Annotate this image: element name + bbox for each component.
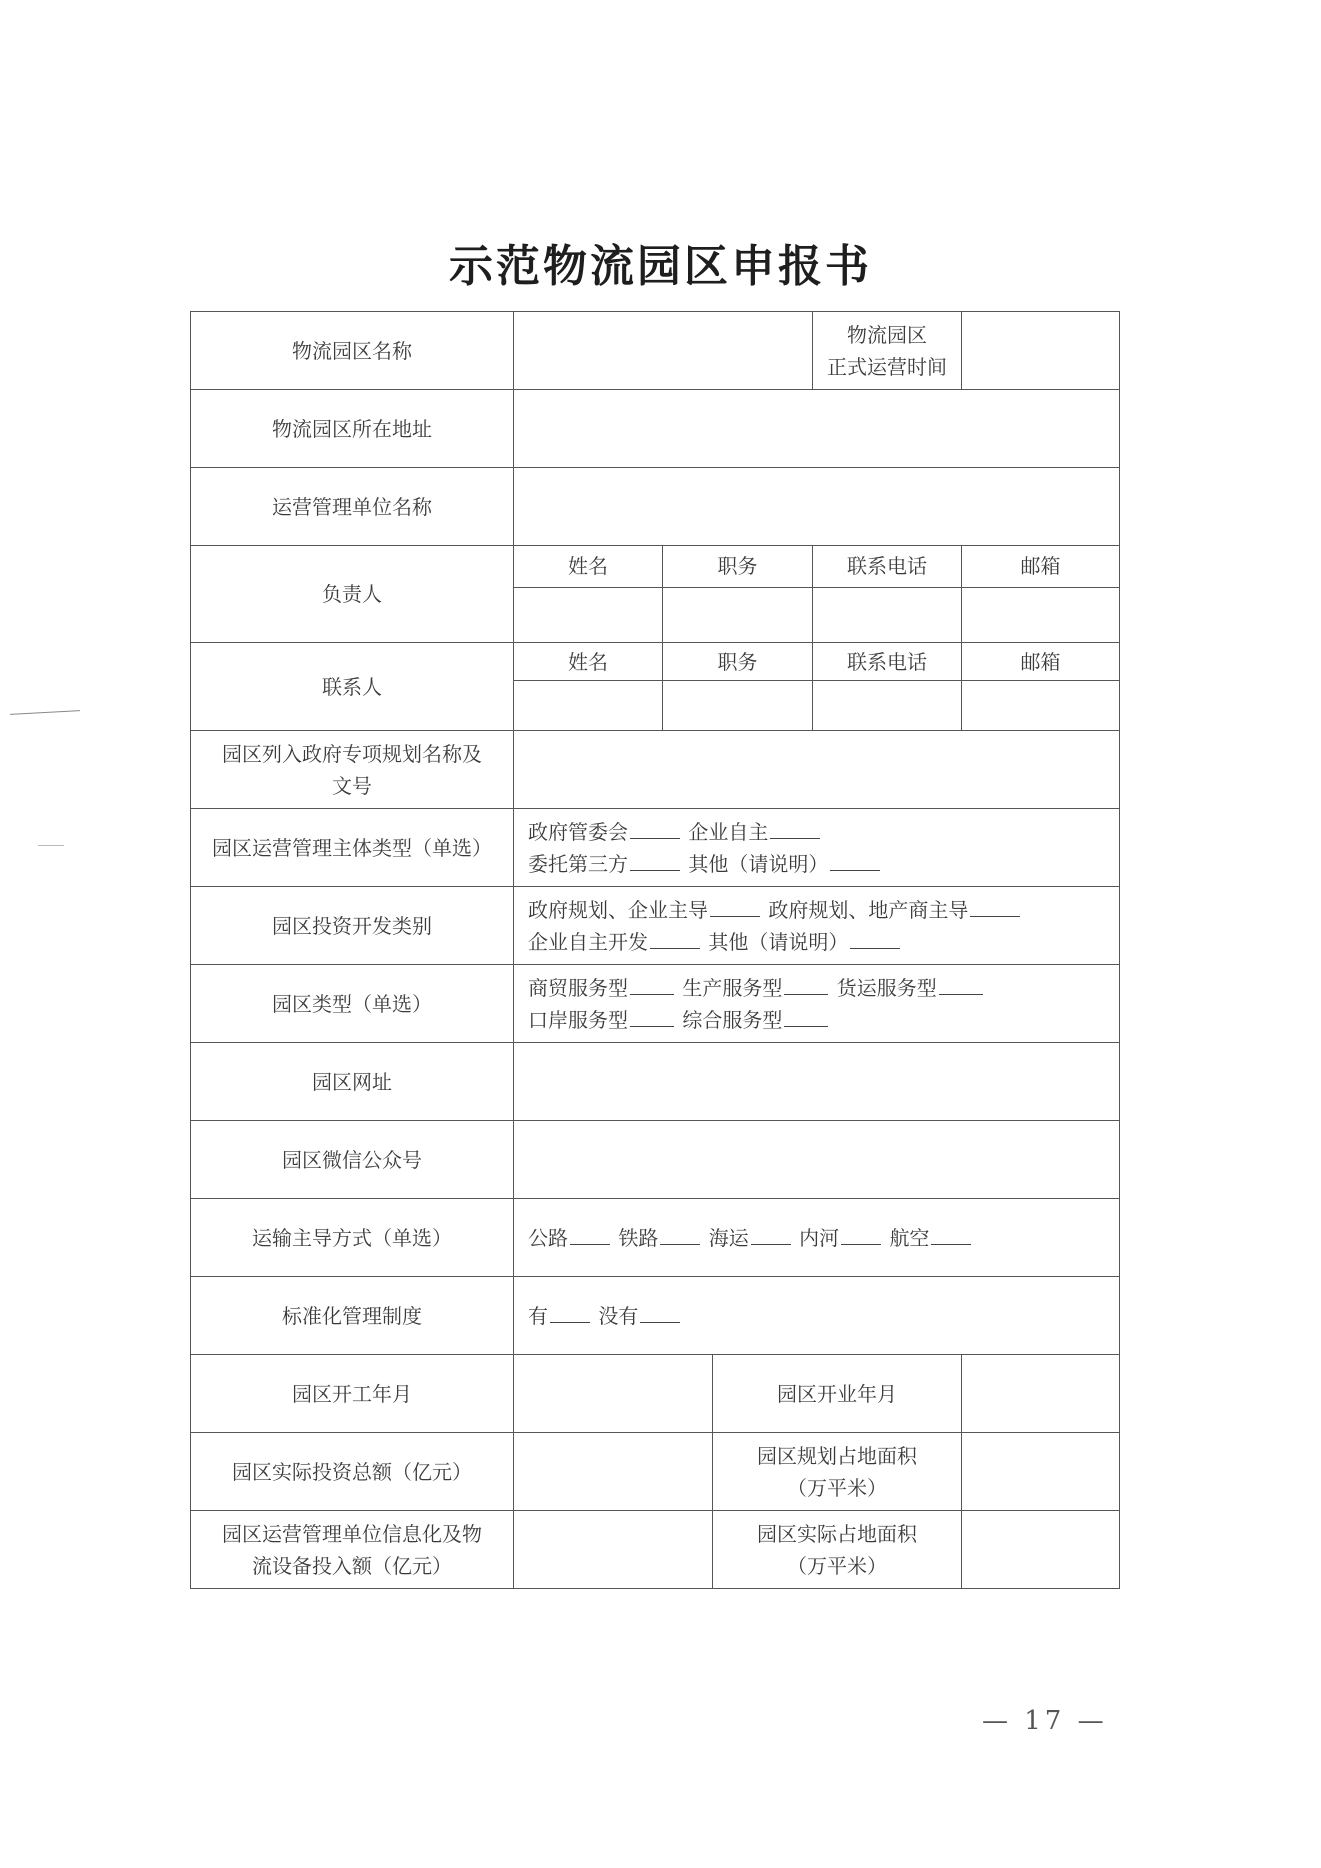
it-invest-field[interactable] xyxy=(514,1511,713,1589)
option-blank[interactable] xyxy=(640,1304,680,1323)
row-dates xyxy=(191,1355,1120,1433)
park-name-label: 物流园区名称 xyxy=(191,312,514,390)
row-contact-header xyxy=(191,643,1120,681)
mgmt-type-options xyxy=(514,809,1120,887)
standard-label: 标准化管理制度 xyxy=(191,1277,514,1355)
option-blank[interactable] xyxy=(841,1226,881,1245)
park-name-field[interactable] xyxy=(514,312,813,390)
option-blank[interactable] xyxy=(630,820,680,839)
responsible-title-field[interactable] xyxy=(663,587,813,642)
option-label: 口岸服务型 xyxy=(528,1007,628,1032)
option-label: 公路 xyxy=(528,1225,568,1250)
it-invest-label-line2: 流设备投入额（亿元） xyxy=(252,1553,452,1578)
park-type-options xyxy=(514,965,1120,1043)
website-label: 园区网址 xyxy=(191,1043,514,1121)
option-label: 企业自主开发 xyxy=(528,929,648,954)
responsible-header-phone: 联系电话 xyxy=(813,546,962,588)
contact-header-email: 邮箱 xyxy=(962,643,1120,681)
option-label: 生产服务型 xyxy=(682,975,783,1000)
row-standard xyxy=(191,1277,1120,1355)
responsible-name-field[interactable] xyxy=(514,587,663,642)
option-label: 企业自主 xyxy=(688,819,769,844)
row-mgmt-type xyxy=(191,809,1120,887)
scan-mark xyxy=(38,845,64,846)
option-blank[interactable] xyxy=(710,898,760,917)
option-label: 铁路 xyxy=(618,1225,659,1250)
start-time-label-line1: 物流园区 xyxy=(847,322,928,347)
option-label: 综合服务型 xyxy=(682,1007,783,1032)
start-date-field[interactable] xyxy=(514,1355,713,1433)
contact-header-name: 姓名 xyxy=(514,643,663,681)
option-label: 政府规划、企业主导 xyxy=(528,897,708,922)
row-park-name xyxy=(191,312,1120,390)
transport-options xyxy=(514,1199,1120,1277)
option-blank[interactable] xyxy=(939,976,983,995)
actual-area-label-line2: （万平米） xyxy=(787,1553,887,1578)
option-blank[interactable] xyxy=(630,976,674,995)
operator-field[interactable] xyxy=(514,468,1120,546)
invest-type-label: 园区投资开发类别 xyxy=(191,887,514,965)
mgmt-type-label: 园区运营管理主体类型（单选） xyxy=(191,809,514,887)
responsible-header-title: 职务 xyxy=(663,546,813,588)
option-label: 商贸服务型 xyxy=(528,975,628,1000)
website-field[interactable] xyxy=(514,1043,1120,1121)
planned-area-label-line1: 园区规划占地面积 xyxy=(757,1443,917,1468)
address-field[interactable] xyxy=(514,390,1120,468)
application-form-table xyxy=(190,311,1120,1589)
option-blank[interactable] xyxy=(931,1226,971,1245)
contact-label: 联系人 xyxy=(191,643,514,731)
contact-header-title: 职务 xyxy=(663,643,813,681)
page-title: 示范物流园区申报书 xyxy=(449,241,872,292)
actual-area-field[interactable] xyxy=(962,1511,1120,1589)
investment-field[interactable] xyxy=(514,1433,713,1511)
option-label: 海运 xyxy=(708,1225,749,1250)
option-blank[interactable] xyxy=(550,1304,590,1323)
row-gov-plan xyxy=(191,731,1120,809)
row-investment xyxy=(191,1433,1120,1511)
it-invest-label-line1: 园区运营管理单位信息化及物 xyxy=(222,1521,482,1546)
responsible-label: 负责人 xyxy=(191,546,514,643)
option-label: 政府管委会 xyxy=(528,819,628,844)
open-date-label: 园区开业年月 xyxy=(713,1355,962,1433)
option-blank[interactable] xyxy=(570,1226,610,1245)
scan-mark xyxy=(10,710,80,715)
option-label: 委托第三方 xyxy=(528,851,628,876)
responsible-email-field[interactable] xyxy=(962,587,1120,642)
gov-plan-label-line2: 文号 xyxy=(332,773,372,798)
responsible-header-email: 邮箱 xyxy=(962,546,1120,588)
park-type-label: 园区类型（单选） xyxy=(191,965,514,1043)
wechat-field[interactable] xyxy=(514,1121,1120,1199)
row-address xyxy=(191,390,1120,468)
it-invest-label xyxy=(191,1511,514,1589)
planned-area-label xyxy=(713,1433,962,1511)
start-time-label-line2: 正式运营时间 xyxy=(827,354,948,379)
gov-plan-field[interactable] xyxy=(514,731,1120,809)
page-number: — 17 — xyxy=(982,1706,1108,1736)
planned-area-field[interactable] xyxy=(962,1433,1120,1511)
start-time-label xyxy=(813,312,962,390)
option-blank[interactable] xyxy=(830,852,880,871)
start-date-label: 园区开工年月 xyxy=(191,1355,514,1433)
row-park-type xyxy=(191,965,1120,1043)
row-wechat xyxy=(191,1121,1120,1199)
option-blank[interactable] xyxy=(970,898,1020,917)
open-date-field[interactable] xyxy=(962,1355,1120,1433)
operator-label: 运营管理单位名称 xyxy=(191,468,514,546)
option-blank[interactable] xyxy=(650,930,700,949)
responsible-header-name: 姓名 xyxy=(514,546,663,588)
transport-label: 运输主导方式（单选） xyxy=(191,1199,514,1277)
contact-email-field[interactable] xyxy=(962,681,1120,731)
row-invest-type xyxy=(191,887,1120,965)
row-website xyxy=(191,1043,1120,1121)
contact-name-field[interactable] xyxy=(514,681,663,731)
contact-title-field[interactable] xyxy=(663,681,813,731)
option-label: 有 xyxy=(528,1303,548,1328)
row-transport xyxy=(191,1199,1120,1277)
option-blank[interactable] xyxy=(630,1008,674,1027)
gov-plan-label xyxy=(191,731,514,809)
option-blank[interactable] xyxy=(770,820,820,839)
contact-header-phone: 联系电话 xyxy=(813,643,962,681)
option-blank[interactable] xyxy=(784,976,828,995)
option-blank[interactable] xyxy=(660,1226,700,1245)
responsible-phone-field[interactable] xyxy=(813,587,962,642)
row-responsible-header xyxy=(191,546,1120,588)
contact-phone-field[interactable] xyxy=(813,681,962,731)
actual-area-label xyxy=(713,1511,962,1589)
wechat-label: 园区微信公众号 xyxy=(191,1121,514,1199)
option-blank[interactable] xyxy=(784,1008,828,1027)
option-label: 内河 xyxy=(799,1225,840,1250)
investment-label: 园区实际投资总额（亿元） xyxy=(191,1433,514,1511)
option-label: 航空 xyxy=(889,1225,930,1250)
option-label: 其他（请说明） xyxy=(688,851,829,876)
actual-area-label-line1: 园区实际占地面积 xyxy=(757,1521,917,1546)
row-operator xyxy=(191,468,1120,546)
address-label: 物流园区所在地址 xyxy=(191,390,514,468)
standard-options xyxy=(514,1277,1120,1355)
invest-type-options xyxy=(514,887,1120,965)
row-it-invest xyxy=(191,1511,1120,1589)
option-label: 政府规划、地产商主导 xyxy=(768,897,969,922)
option-label: 没有 xyxy=(598,1303,639,1328)
planned-area-label-line2: （万平米） xyxy=(787,1475,887,1500)
option-blank[interactable] xyxy=(850,930,900,949)
start-time-field[interactable] xyxy=(962,312,1120,390)
option-label: 货运服务型 xyxy=(836,975,937,1000)
gov-plan-label-line1: 园区列入政府专项规划名称及 xyxy=(222,741,482,766)
option-label: 其他（请说明） xyxy=(708,929,849,954)
option-blank[interactable] xyxy=(630,852,680,871)
option-blank[interactable] xyxy=(751,1226,791,1245)
